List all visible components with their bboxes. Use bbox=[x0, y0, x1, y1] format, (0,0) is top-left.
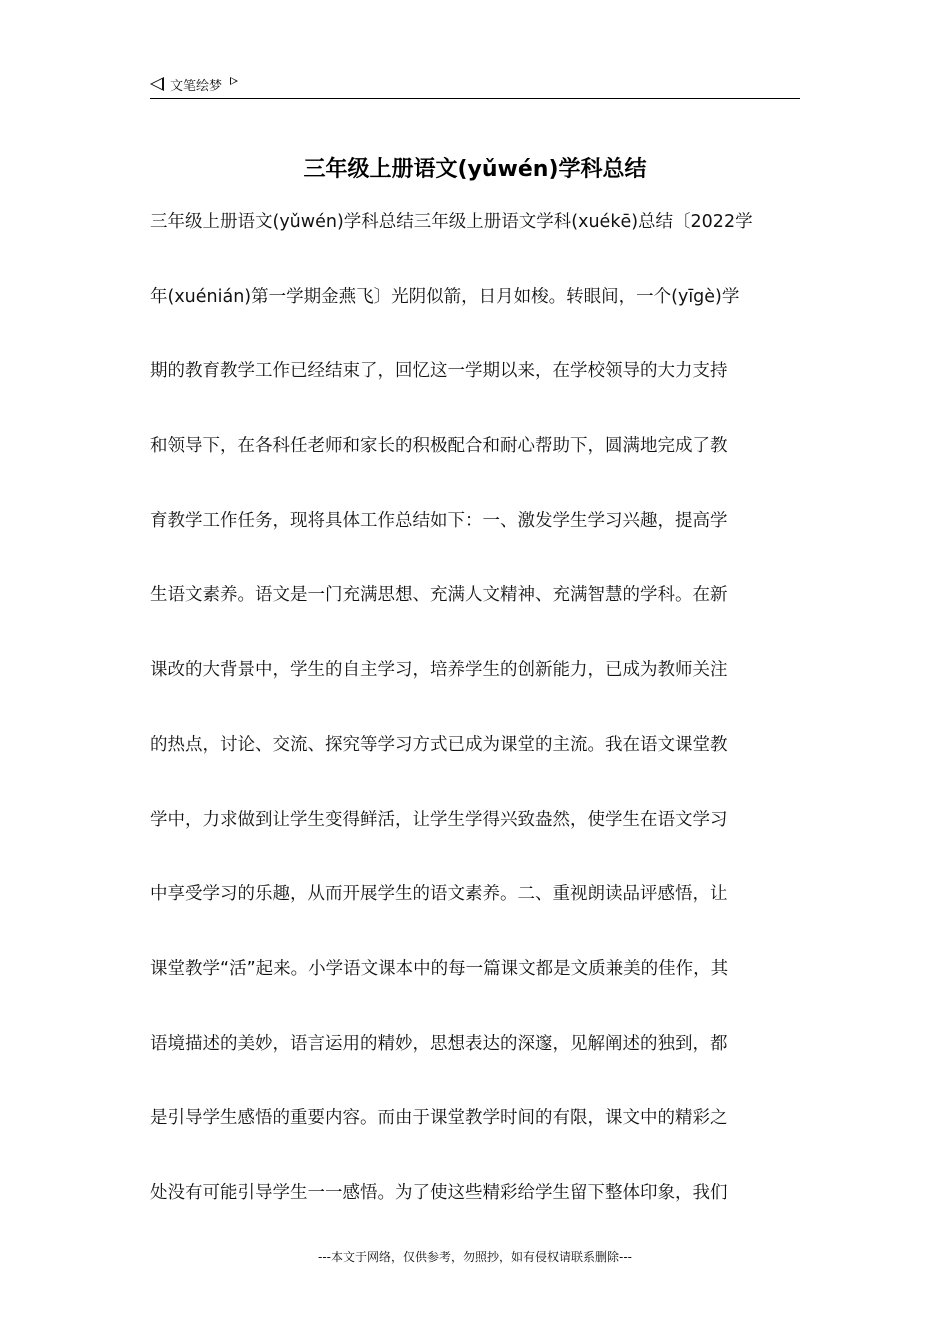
body-line: 学中，力求做到让学生变得鲜活，让学生学得兴致盎然，使学生在语文学习 bbox=[150, 809, 728, 830]
body-line: 和领导下，在各科任老师和家长的积极配合和耐心帮助下，圆满地完成了教 bbox=[150, 436, 728, 457]
body-line: 语境描述的美妙，语言运用的精妙，思想表达的深邃，见解阐述的独到，都 bbox=[150, 1033, 728, 1054]
header-brand bbox=[150, 74, 238, 94]
document-body bbox=[150, 203, 800, 1249]
body-line: 三年级上册语文(yǔwén)学科总结三年级上册语文学科(xuékē)总结〔2022学 bbox=[150, 212, 753, 232]
brand-name: 文笔绘梦 bbox=[170, 78, 223, 94]
body-line: 处没有可能引导学生一一感悟。为了使这些精彩给学生留下整体印象，我们 bbox=[150, 1182, 728, 1203]
triangle-right-icon bbox=[230, 77, 238, 85]
footer-notice: ---本文于网络，仅供参考，勿照抄，如有侵权请联系删除--- bbox=[318, 1250, 632, 1264]
body-line: 课堂教学“活”起来。小学语文课本中的每一篇课文都是文质兼美的佳作，其 bbox=[150, 958, 729, 979]
body-line: 中享受学习的乐趣，从而开展学生的语文素养。二、重视朗读品评感悟，让 bbox=[150, 884, 728, 905]
triangle-left-icon bbox=[150, 77, 164, 91]
body-line: 期的教育教学工作已经结束了，回忆这一学期以来，在学校领导的大力支持 bbox=[150, 361, 728, 382]
body-line: 的热点，讨论、交流、探究等学习方式已成为课堂的主流。我在语文课堂教 bbox=[150, 734, 728, 755]
body-line: 年(xuénián)第一学期金燕飞〕光阴似箭，日月如梭。转眼间，一个(yīgè)学 bbox=[150, 286, 740, 307]
document-title: 三年级上册语文(yǔwén)学科总结 bbox=[303, 157, 647, 182]
body-line: 生语文素养。语文是一门充满思想、充满人文精神、充满智慧的学科。在新 bbox=[150, 585, 728, 606]
page-header bbox=[150, 74, 800, 99]
body-line: 育教学工作任务，现将具体工作总结如下：一、激发学生学习兴趣，提高学 bbox=[150, 510, 728, 531]
body-line: 是引导学生感悟的重要内容。而由于课堂教学时间的有限，课文中的精彩之 bbox=[150, 1108, 728, 1129]
body-line: 课改的大背景中，学生的自主学习，培养学生的创新能力，已成为教师关注 bbox=[150, 660, 728, 681]
